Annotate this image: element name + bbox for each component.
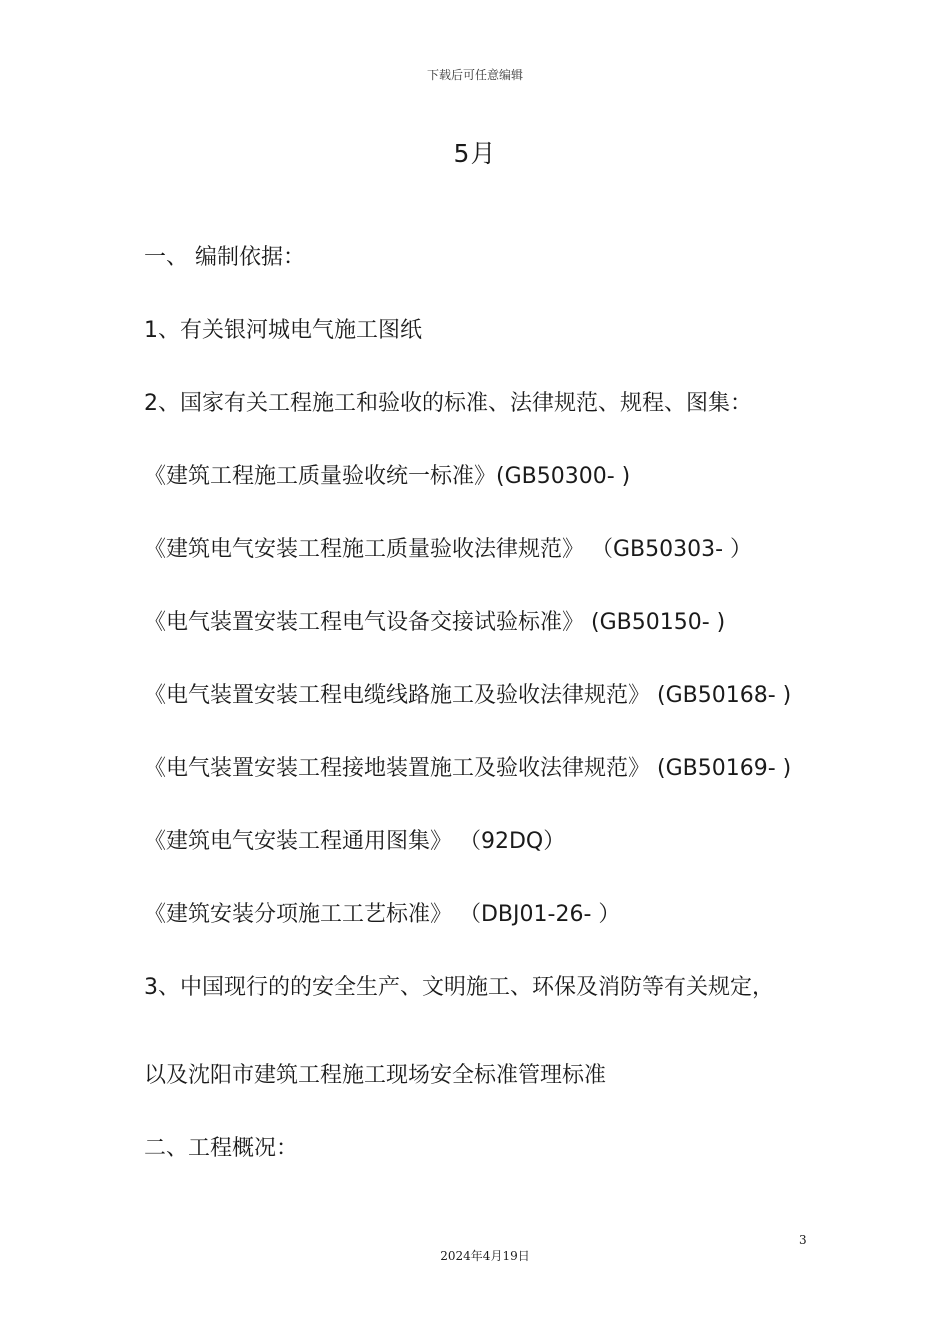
standard-gb50169: 《电气装置安装工程接地装置施工及验收法律规范》 (GB50169- ) xyxy=(144,756,792,781)
standard-92dq: 《建筑电气安装工程通用图集》 （92DQ） xyxy=(144,829,566,854)
footer-date: 2024年4月19日 xyxy=(440,1249,530,1263)
header-note: 下载后可任意编辑 xyxy=(426,68,523,82)
basis-item-3-continued: 以及沈阳市建筑工程施工现场安全标准管理标准 xyxy=(144,1063,607,1088)
page-number: 3 xyxy=(799,1233,807,1247)
standard-dbj01-26: 《建筑安装分项施工工艺标准》 （DBJ01-26- ） xyxy=(144,902,621,927)
section-heading-basis: 一、 编制依据： xyxy=(144,245,305,270)
standard-gb50303: 《建筑电气安装工程施工质量验收法律规范》 （GB50303- ） xyxy=(144,537,753,562)
standard-gb50168: 《电气装置安装工程电缆线路施工及验收法律规范》 (GB50168- ) xyxy=(144,683,792,708)
page-title: 5月 xyxy=(453,139,497,168)
basis-item-2: 2、国家有关工程施工和验收的标准、法律规范、规程、图集： xyxy=(144,391,752,416)
basis-item-3: 3、中国现行的的安全生产、文明施工、环保及消防等有关规定， xyxy=(144,975,774,1000)
section-heading-overview: 二、工程概况： xyxy=(144,1136,299,1161)
standard-gb50300: 《建筑工程施工质量验收统一标准》(GB50300- ) xyxy=(144,464,631,489)
standard-gb50150: 《电气装置安装工程电气设备交接试验标准》 (GB50150- ) xyxy=(144,610,726,635)
basis-item-1: 1、有关银河城电气施工图纸 xyxy=(144,318,422,343)
